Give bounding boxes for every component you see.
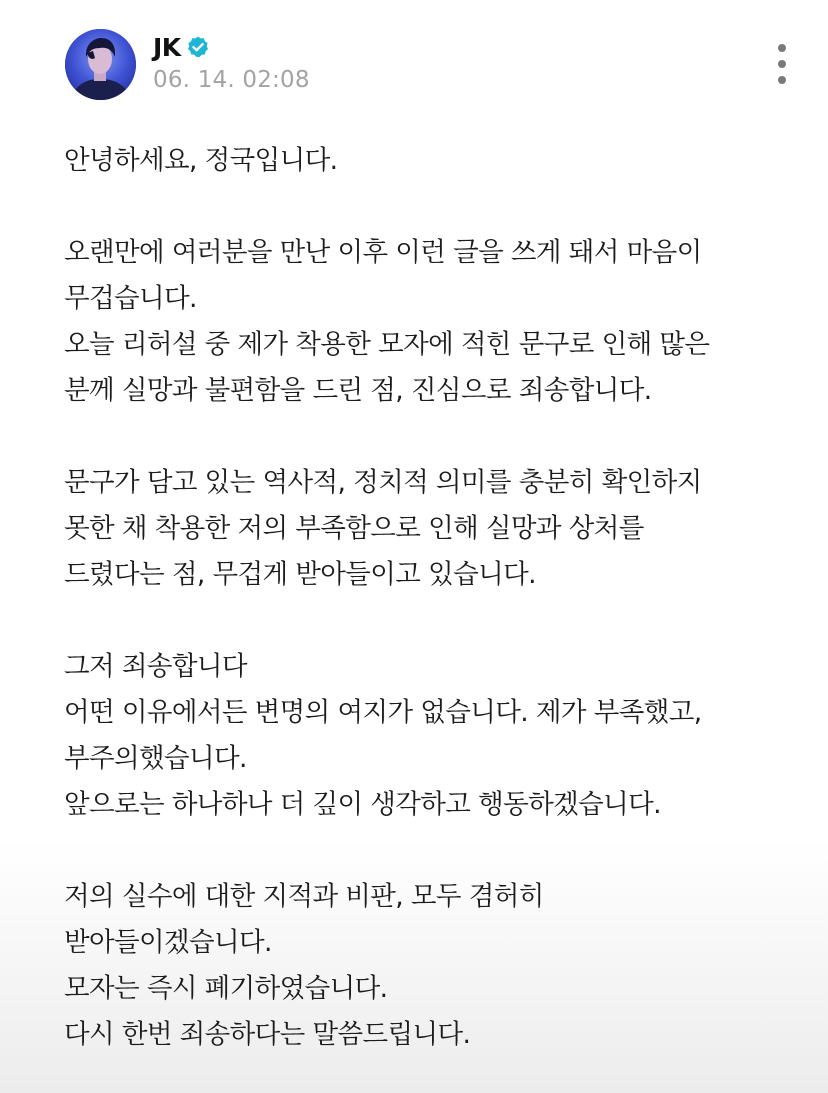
user-avatar-icon[interactable] <box>65 29 136 100</box>
more-vertical-icon <box>778 76 786 84</box>
author-name[interactable]: JK <box>153 32 181 62</box>
post-text-line: 드렸다는 점, 무겁게 받아들이고 있습니다. <box>64 559 536 590</box>
post-text-line: 오랜만에 여러분을 만난 이후 이런 글을 쓰게 돼서 마음이 <box>64 237 702 268</box>
post-text-line: 받아들이겠습니다. <box>64 927 272 958</box>
post-text-line: 모자는 즉시 폐기하였습니다. <box>64 973 388 1004</box>
post-text-line: 분께 실망과 불편함을 드린 점, 진심으로 죄송합니다. <box>64 375 652 406</box>
post-text-line: 안녕하세요, 정국입니다. <box>64 145 338 176</box>
verified-badge-icon <box>186 35 210 59</box>
post-timestamp: 06. 14. 02:08 <box>153 67 310 93</box>
post-text-line: 무겁습니다. <box>64 283 197 314</box>
post-text-line: 그저 죄송합니다 <box>64 651 247 682</box>
post-text-line: 못한 채 착용한 저의 부족함으로 인해 실망과 상처를 <box>64 513 644 544</box>
paragraph-gap <box>64 184 804 230</box>
more-vertical-icon <box>778 60 786 68</box>
author-row <box>153 30 210 64</box>
post-header <box>0 0 828 110</box>
post-text-line: 다시 한번 죄송하다는 말씀드립니다. <box>64 1019 471 1050</box>
post-body <box>64 138 804 1058</box>
post-text-line: 부주의했습니다. <box>64 743 247 774</box>
more-vertical-icon <box>778 44 786 52</box>
post-text-line: 어떤 이유에서든 변명의 여지가 없습니다. 제가 부족했고, <box>64 697 702 728</box>
paragraph-gap <box>64 598 804 644</box>
post-text-line: 저의 실수에 대한 지적과 비판, 모두 겸허히 <box>64 881 544 912</box>
post-text-line: 문구가 담고 있는 역사적, 정치적 의미를 충분히 확인하지 <box>64 467 702 498</box>
paragraph-gap <box>64 828 804 874</box>
paragraph-gap <box>64 414 804 460</box>
post-text-line: 오늘 리허설 중 제가 착용한 모자에 적힌 문구로 인해 많은 <box>64 329 710 360</box>
post-text-line: 앞으로는 하나하나 더 깊이 생각하고 행동하겠습니다. <box>64 789 661 820</box>
more-options-button[interactable] <box>768 40 796 88</box>
